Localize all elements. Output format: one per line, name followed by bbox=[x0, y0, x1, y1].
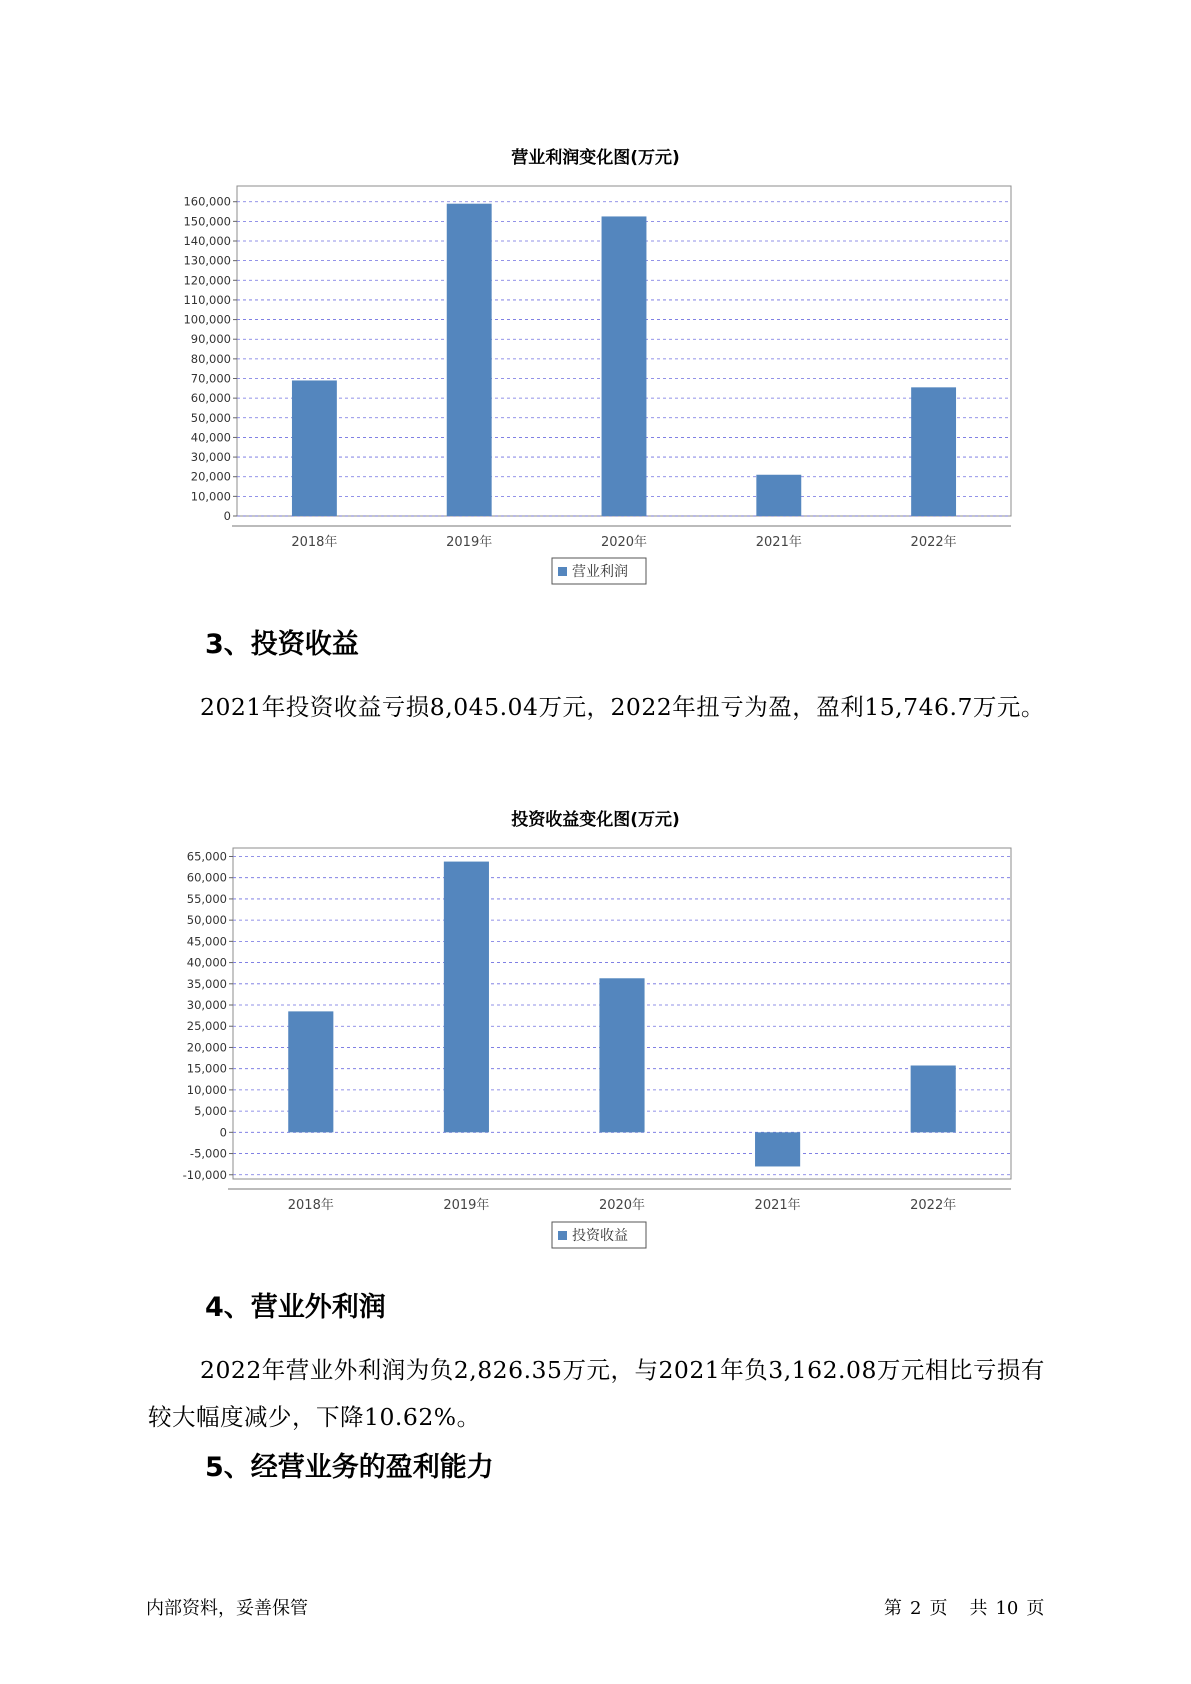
x-tick-label: 2022年 bbox=[910, 1198, 957, 1213]
x-tick-label: 2020年 bbox=[600, 535, 648, 550]
page-unit: 页 bbox=[929, 1598, 948, 1619]
y-tick-label: 20,000 bbox=[190, 469, 231, 484]
y-tick-label: 40,000 bbox=[186, 955, 227, 970]
y-tick-label: 130,000 bbox=[183, 253, 231, 268]
x-tick-label: 2020年 bbox=[598, 1198, 646, 1213]
chart-1-title: 营业利润变化图(万元) bbox=[511, 148, 680, 168]
footer-confidential-note: 内部资料，妥善保管 bbox=[146, 1598, 308, 1619]
y-tick-label: 35,000 bbox=[186, 976, 227, 991]
y-tick-label: 60,000 bbox=[190, 391, 231, 406]
bar bbox=[288, 1011, 333, 1132]
total-unit: 页 bbox=[1026, 1598, 1045, 1619]
y-tick-label: 40,000 bbox=[190, 430, 231, 445]
y-tick-label: 120,000 bbox=[183, 273, 231, 288]
x-tick-label: 2021年 bbox=[755, 535, 802, 550]
y-tick-label: 80,000 bbox=[190, 351, 231, 366]
y-tick-label: 160,000 bbox=[183, 194, 231, 209]
page-number: 2 bbox=[910, 1598, 922, 1619]
y-tick-label: 5,000 bbox=[194, 1104, 227, 1119]
x-tick-label: 2019年 bbox=[446, 535, 493, 550]
y-tick-label: 90,000 bbox=[190, 332, 231, 347]
legend-swatch bbox=[558, 1231, 567, 1240]
y-tick-label: 60,000 bbox=[186, 870, 227, 885]
y-tick-label: 20,000 bbox=[186, 1040, 227, 1055]
y-tick-label: 140,000 bbox=[183, 234, 231, 248]
y-tick-label: 0 bbox=[223, 509, 231, 523]
y-tick-label: 55,000 bbox=[186, 891, 227, 906]
legend-label: 投资收益 bbox=[572, 1228, 628, 1244]
x-tick-label: 2021年 bbox=[754, 1198, 801, 1213]
y-tick-label: 150,000 bbox=[183, 214, 231, 229]
legend-label: 营业利润 bbox=[572, 564, 628, 580]
y-tick-label: 50,000 bbox=[190, 410, 231, 425]
page-prefix: 第 bbox=[884, 1598, 902, 1619]
x-tick-label: 2022年 bbox=[910, 535, 957, 550]
bar bbox=[599, 978, 644, 1132]
y-tick-label: 25,000 bbox=[186, 1019, 227, 1034]
y-tick-label: 15,000 bbox=[186, 1061, 227, 1076]
y-tick-label: 100,000 bbox=[183, 312, 231, 327]
chart-2-title: 投资收益变化图(万元) bbox=[511, 810, 680, 830]
y-tick-label: 45,000 bbox=[186, 934, 227, 949]
y-tick-label: 70,000 bbox=[190, 371, 231, 386]
section-heading-non-operating-profit: 4、营业外利润 bbox=[205, 1292, 386, 1323]
footer-page-info bbox=[884, 1594, 1052, 1620]
x-tick-label: 2018年 bbox=[287, 1198, 334, 1213]
y-tick-label: -5,000 bbox=[189, 1146, 227, 1161]
bar bbox=[911, 1065, 956, 1132]
x-tick-label: 2018年 bbox=[291, 535, 338, 550]
y-tick-label: 30,000 bbox=[190, 450, 231, 465]
section-heading-investment-income: 3、投资收益 bbox=[205, 629, 359, 660]
total-number: 10 bbox=[995, 1598, 1019, 1619]
paragraph-non-operating-profit: 2022年营业外利润为负2,826.35万元，与2021年负3,162.08万元相比亏损有较大幅度减少，下降10.62%。 bbox=[148, 1356, 1045, 1431]
y-tick-label: 50,000 bbox=[186, 913, 227, 928]
y-tick-label: 110,000 bbox=[183, 292, 231, 307]
bar bbox=[444, 862, 489, 1133]
y-tick-label: -10,000 bbox=[182, 1167, 227, 1182]
y-tick-label: 0 bbox=[219, 1125, 227, 1140]
y-tick-label: 10,000 bbox=[190, 489, 231, 504]
x-tick-label: 2019年 bbox=[443, 1198, 490, 1213]
paragraph-investment-income: 2021年投资收益亏损8,045.04万元，2022年扭亏为盈，盈利15,746.7万元。 bbox=[200, 693, 1045, 721]
total-prefix: 共 bbox=[969, 1598, 988, 1619]
y-tick-label: 30,000 bbox=[186, 998, 227, 1013]
y-tick-label: 10,000 bbox=[186, 1082, 227, 1097]
section-heading-business-profitability: 5、经营业务的盈利能力 bbox=[205, 1452, 494, 1483]
bar bbox=[755, 1132, 800, 1166]
y-tick-label: 65,000 bbox=[186, 849, 227, 864]
